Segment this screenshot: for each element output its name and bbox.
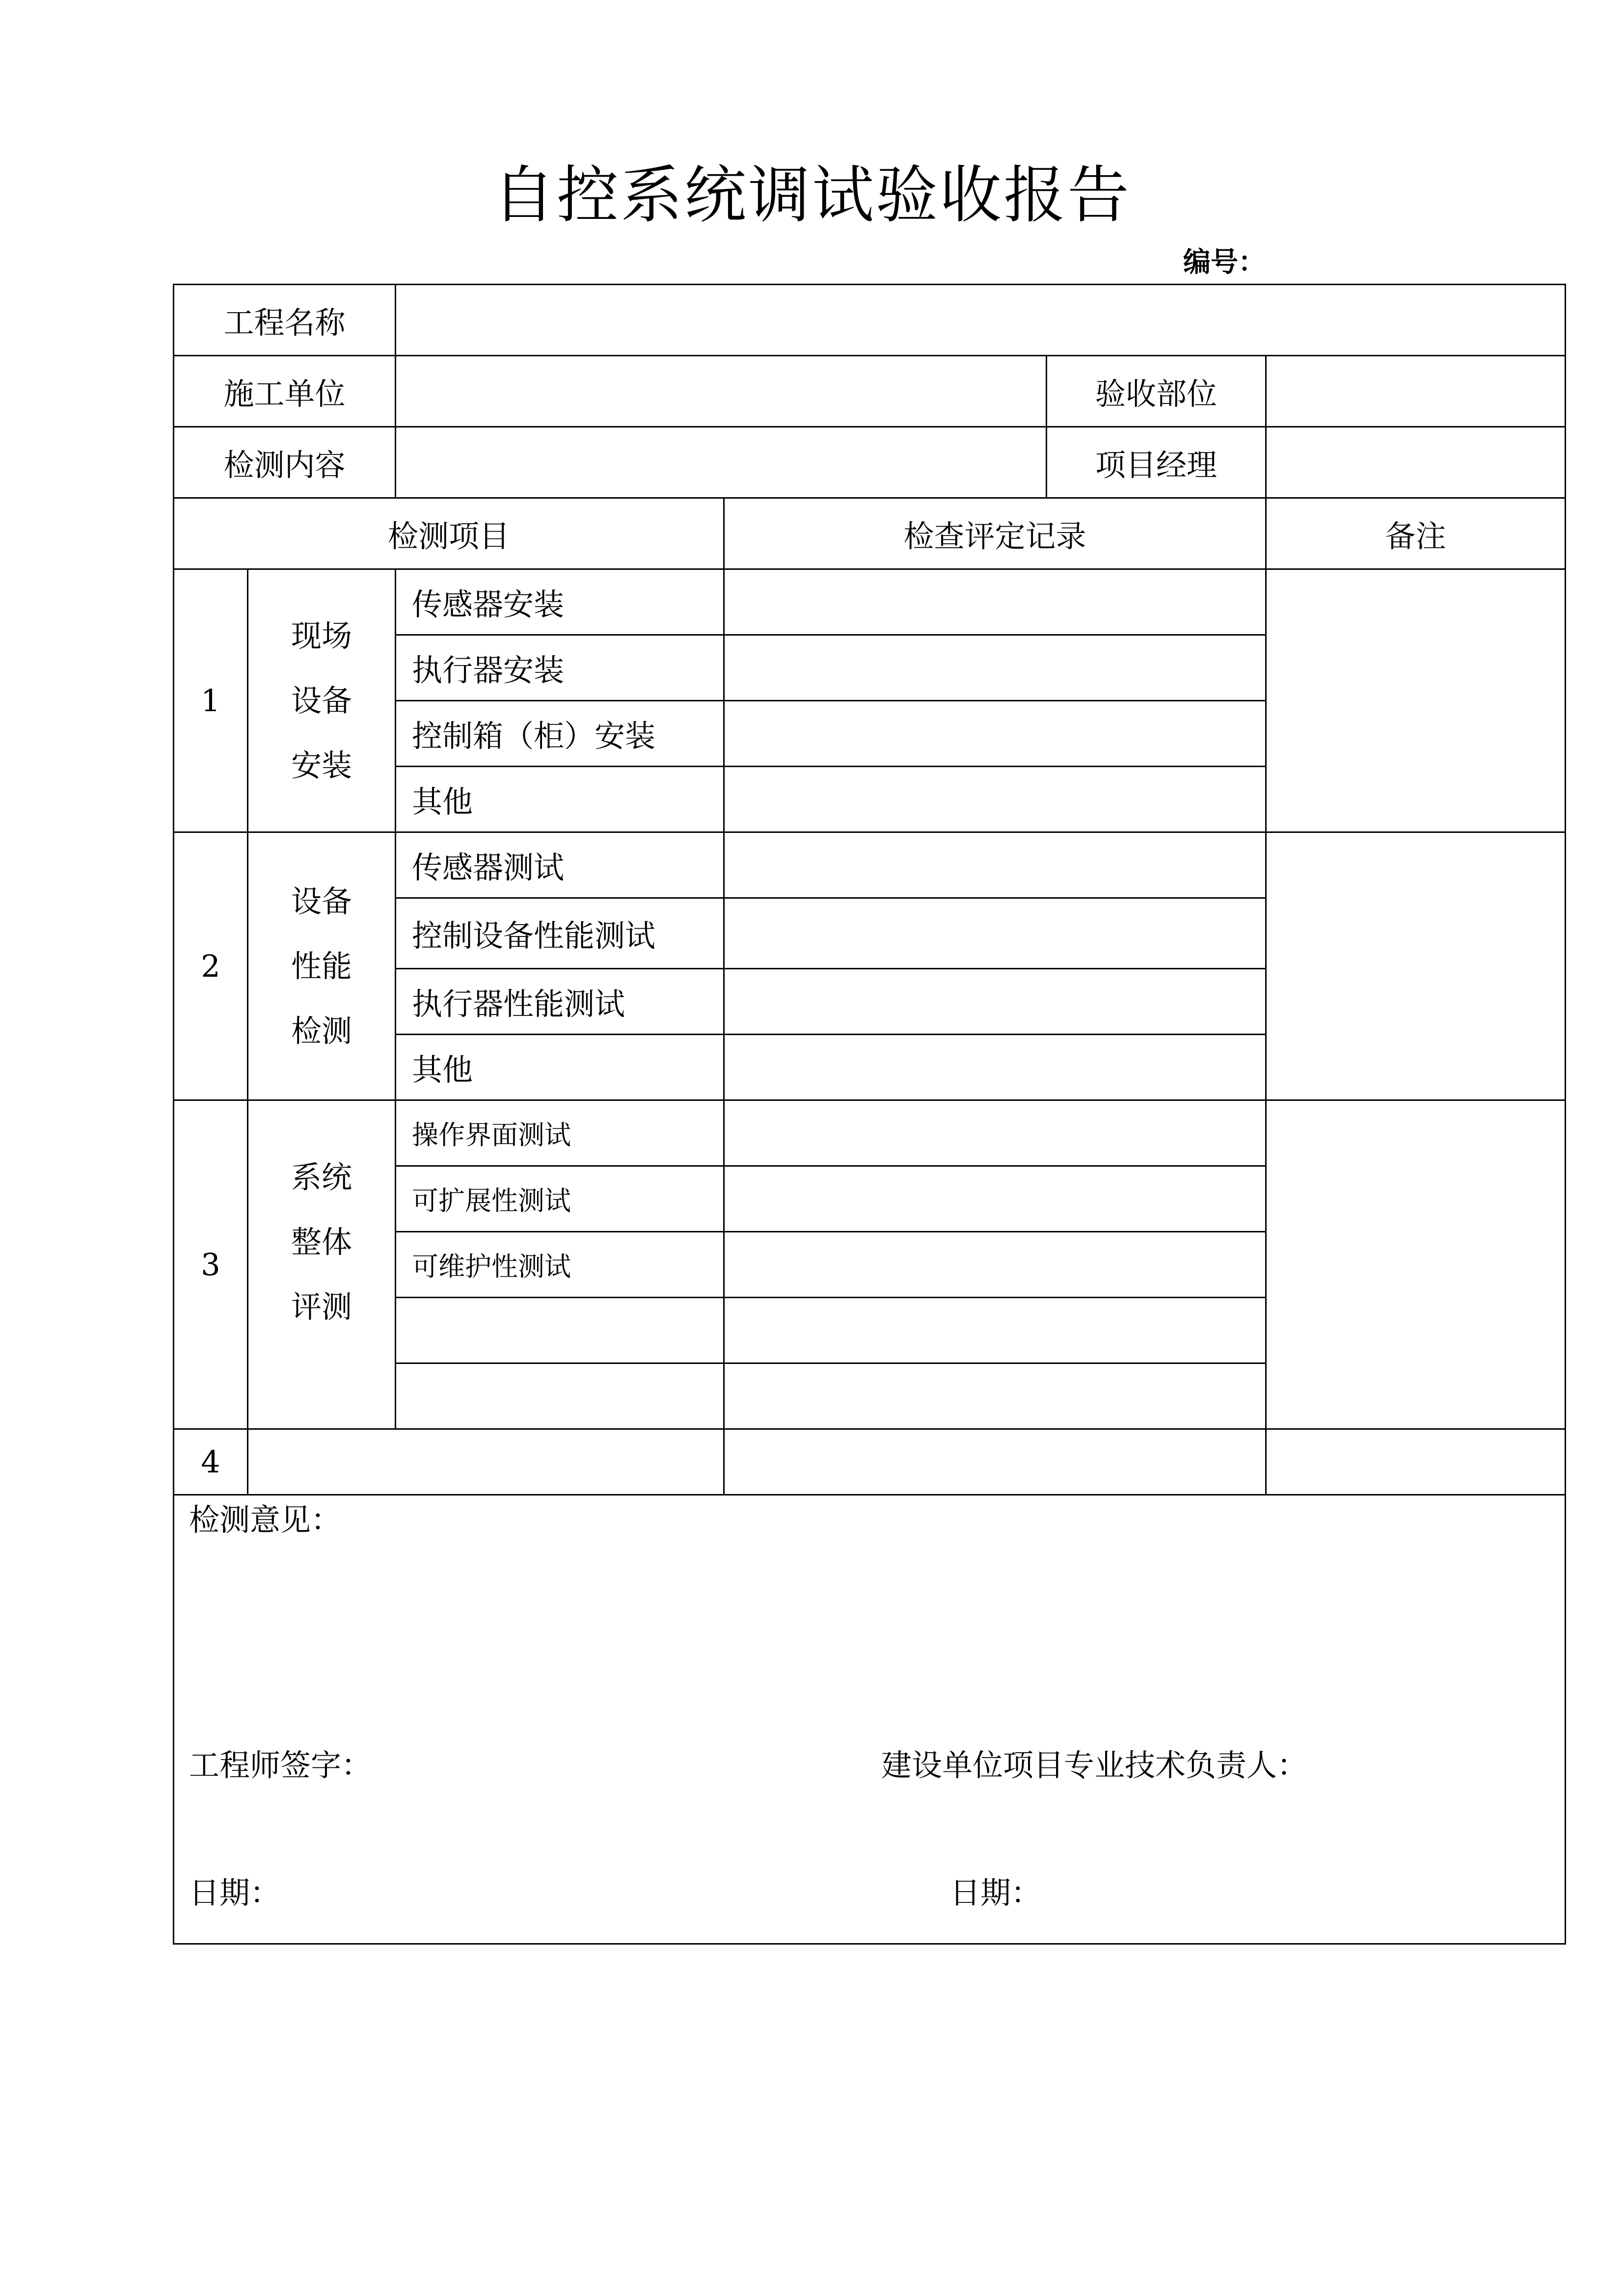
check-record-cell[interactable]: [724, 969, 1266, 1035]
column-header-remark: 备注: [1266, 498, 1566, 569]
table-row: [174, 1429, 1566, 1495]
group-category-line: 性能: [291, 948, 352, 984]
opinion-row: [174, 1495, 1566, 1944]
project-manager-label: 项目经理: [1047, 427, 1266, 498]
opinion-label: 检测意见：: [189, 1502, 342, 1538]
contractor-field[interactable]: [396, 356, 1047, 427]
check-record-cell[interactable]: [724, 1363, 1266, 1429]
table-row: [174, 832, 1566, 898]
check-record-cell[interactable]: [724, 1100, 1266, 1166]
check-record-cell[interactable]: [724, 701, 1266, 767]
check-record-cell[interactable]: [724, 1166, 1266, 1232]
check-item-label: 可维护性测试: [396, 1232, 724, 1298]
remark-cell[interactable]: [1266, 832, 1566, 1100]
contractor-label: 施工单位: [174, 356, 396, 427]
check-record-cell[interactable]: [724, 635, 1266, 701]
check-item-label: 传感器安装: [396, 569, 724, 635]
check-item-label: 控制设备性能测试: [396, 898, 724, 969]
row-test-content: [174, 427, 1566, 498]
check-record-cell[interactable]: [724, 1298, 1266, 1363]
check-item-label: 传感器测试: [396, 832, 724, 898]
column-header-row: [174, 498, 1566, 569]
check-item-label: 其他: [396, 1035, 724, 1100]
check-item-label: 操作界面测试: [396, 1100, 724, 1166]
engineer-sign-label: 工程师签字：: [189, 1747, 372, 1783]
check-item-label: 其他: [396, 767, 724, 832]
acceptance-part-field[interactable]: [1266, 356, 1566, 427]
group-category-line: 安装: [291, 747, 352, 783]
column-header-record: 检查评定记录: [724, 498, 1266, 569]
test-content-label: 检测内容: [174, 427, 396, 498]
remark-cell[interactable]: [1266, 1429, 1566, 1495]
date-left-label: 日期：: [189, 1875, 281, 1911]
table-row: [174, 1100, 1566, 1166]
check-record-cell[interactable]: [724, 832, 1266, 898]
check-item-label[interactable]: [248, 1429, 724, 1495]
group-category: [248, 832, 396, 1100]
group-number: 2: [174, 832, 248, 1100]
page-title: 自控系统调试验收报告: [493, 159, 1131, 231]
check-item-label: 执行器安装: [396, 635, 724, 701]
check-record-cell[interactable]: [724, 1429, 1266, 1495]
check-record-cell[interactable]: [724, 898, 1266, 969]
project-name-label: 工程名称: [174, 285, 396, 356]
group-number: 1: [174, 569, 248, 832]
check-record-cell[interactable]: [724, 767, 1266, 832]
acceptance-part-label: 验收部位: [1047, 356, 1266, 427]
check-record-cell[interactable]: [724, 1232, 1266, 1298]
group-category-line: 设备: [291, 682, 352, 719]
check-item-label: 执行器性能测试: [396, 969, 724, 1035]
group-category-line: 整体: [291, 1224, 352, 1260]
check-record-cell[interactable]: [724, 569, 1266, 635]
test-content-field[interactable]: [396, 427, 1047, 498]
remark-cell[interactable]: [1266, 1100, 1566, 1429]
check-item-label: 可扩展性测试: [396, 1166, 724, 1232]
check-item-label[interactable]: [396, 1298, 724, 1363]
check-item-label[interactable]: [396, 1363, 724, 1429]
column-header-item: 检测项目: [174, 498, 724, 569]
group-number: 4: [174, 1429, 248, 1495]
remark-cell[interactable]: [1266, 569, 1566, 832]
serial-number-label: 编号：: [1183, 246, 1266, 278]
table-row: [174, 569, 1566, 635]
group-category: [248, 1100, 396, 1429]
group-category: [248, 569, 396, 832]
date-right-label: 日期：: [950, 1875, 1042, 1911]
report-table: [173, 284, 1566, 1945]
owner-sign-label: 建设单位项目专业技术负责人：: [881, 1747, 1308, 1783]
group-number: 3: [174, 1100, 248, 1429]
group-category-line: 评测: [291, 1289, 352, 1325]
check-item-label: 控制箱（柜）安装: [396, 701, 724, 767]
row-contractor: [174, 356, 1566, 427]
group-category-line: 现场: [291, 617, 352, 654]
project-name-field[interactable]: [396, 285, 1566, 356]
row-project-name: [174, 285, 1566, 356]
group-category-line: 设备: [291, 883, 352, 919]
project-manager-field[interactable]: [1266, 427, 1566, 498]
group-category-line: 系统: [291, 1159, 352, 1195]
group-category-line: 检测: [291, 1013, 352, 1049]
opinion-section[interactable]: [174, 1495, 1566, 1944]
check-record-cell[interactable]: [724, 1035, 1266, 1100]
